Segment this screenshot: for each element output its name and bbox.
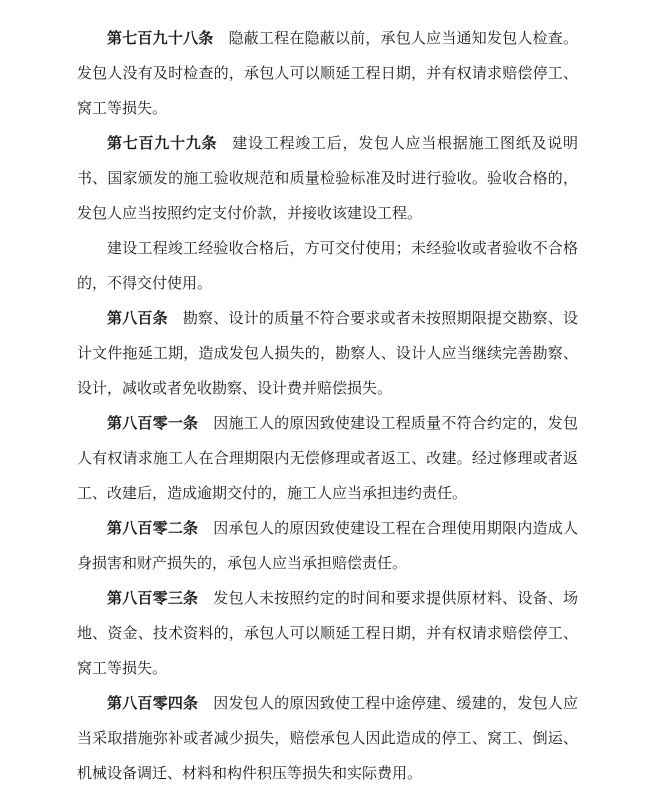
article-804-paragraph xyxy=(77,686,578,791)
article-801-paragraph xyxy=(77,406,578,511)
article-801-text: 因施工人的原因致使建设工程质量不符合约定的，发包人有权请求施工人在合理期限内无偿修理或者返工、改建。经过修理或者返工、改建后，造成逾期交付的，施工人应当承担违约责任。 xyxy=(77,414,578,502)
article-800-text: 勘察、设计的质量不符合要求或者未按照期限提交勘察、设计文件拖延工期，造成发包人损失的，勘察人、设计人应当继续完善勘察、设计，减收或者免收勘察、设计费并赔偿损失。 xyxy=(77,309,578,397)
article-802-paragraph xyxy=(77,511,578,581)
article-804-number: 第八百零四条 xyxy=(107,694,199,712)
article-798-text: 隐蔽工程在隐蔽以前，承包人应当通知发包人检查。发包人没有及时检查的，承包人可以顺延工程日期，并有权请求赔偿停工、窝工等损失。 xyxy=(77,29,578,117)
article-799-paragraph-2 xyxy=(77,231,578,301)
article-801-number: 第八百零一条 xyxy=(107,414,199,432)
article-799-paragraph xyxy=(77,126,578,231)
article-803-number: 第八百零三条 xyxy=(107,589,199,607)
article-799-number: 第七百九十九条 xyxy=(107,134,218,152)
article-799-text: 建设工程竣工后，发包人应当根据施工图纸及说明书、国家颁发的施工验收规范和质量检验标准及时进行验收。验收合格的，发包人应当按照约定支付价款，并接收该建设工程。 xyxy=(77,134,578,222)
article-803-paragraph xyxy=(77,581,578,686)
article-804-text: 因发包人的原因致使工程中途停建、缓建的，发包人应当采取措施弥补或者减少损失，赔偿承包人因此造成的停工、窝工、倒运、机械设备调迁、材料和构件积压等损失和实际费用。 xyxy=(77,694,578,782)
article-800-number: 第八百条 xyxy=(107,309,168,327)
article-802-text: 因承包人的原因致使建设工程在合理使用期限内造成人身损害和财产损失的，承包人应当承担赔偿责任。 xyxy=(77,519,578,572)
article-803-text: 发包人未按照约定的时间和要求提供原材料、设备、场地、资金、技术资料的，承包人可以顺延工程日期，并有权请求赔偿停工、窝工等损失。 xyxy=(77,589,578,677)
article-798-paragraph xyxy=(77,21,578,126)
article-802-number: 第八百零二条 xyxy=(107,519,199,537)
article-800-paragraph xyxy=(77,301,578,406)
article-798-number: 第七百九十八条 xyxy=(107,29,214,47)
article-799-2-text: 建设工程竣工经验收合格后，方可交付使用；未经验收或者验收不合格的，不得交付使用。 xyxy=(77,239,578,292)
